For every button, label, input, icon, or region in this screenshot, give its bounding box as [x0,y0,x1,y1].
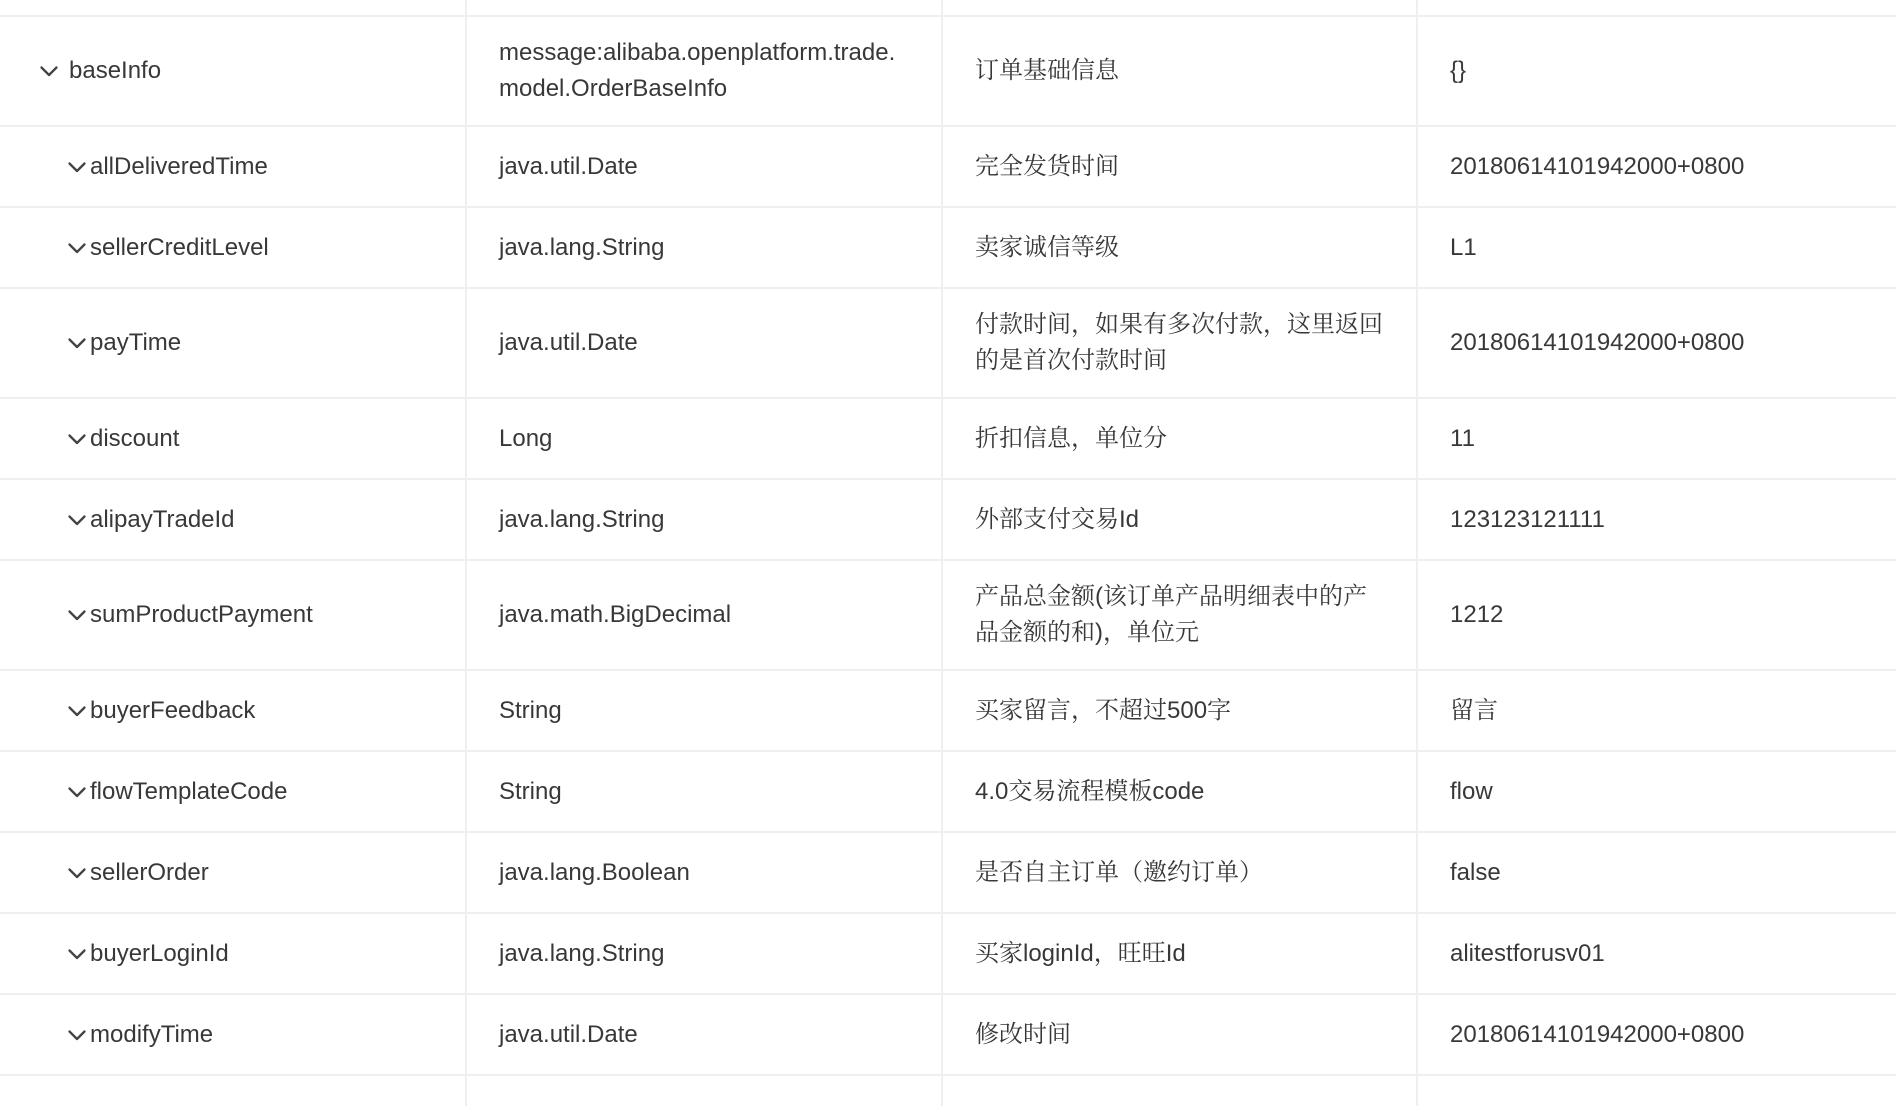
field-name-cell [0,127,467,206]
field-name-cell [0,995,467,1074]
chevron-down-icon[interactable] [64,860,90,886]
chevron-down-icon[interactable] [64,330,90,356]
table-row [0,289,1896,399]
field-name-cell [0,752,467,831]
table-row-expandable[interactable] [0,17,1896,127]
table-row [0,480,1896,561]
chevron-down-icon[interactable] [64,507,90,533]
field-name-cell [0,671,467,750]
field-description: 是否自主订单（邀约订单） [943,833,1418,912]
field-type: java.util.Date [467,127,943,206]
table-row [0,995,1896,1076]
chevron-down-icon[interactable] [64,941,90,967]
field-example: alitestforusv01 [1450,939,1605,967]
table-cell [0,0,467,15]
field-example: L1 [1450,233,1477,261]
field-example: 1212 [1450,601,1504,628]
field-name: buyerFeedback [90,696,256,724]
field-name-cell [0,289,467,397]
field-name-cell [0,208,467,287]
field-name-cell [0,914,467,993]
field-name-cell [0,833,467,912]
chevron-down-icon[interactable] [64,698,90,724]
field-type: java.util.Date [467,995,943,1074]
field-name: sellerCreditLevel [90,233,269,261]
chevron-down-icon[interactable] [64,426,90,452]
field-name-cell [0,480,467,559]
table-cell [1418,1076,1896,1106]
table-row [0,752,1896,833]
table-cell [943,1076,1418,1106]
field-name: payTime [90,329,182,356]
chevron-down-icon[interactable] [64,1022,90,1048]
field-description: 4.0交易流程模板code [943,752,1418,831]
field-description: 付款时间，如果有多次付款，这里返回的是首次付款时间 [943,289,1418,397]
field-description: 折扣信息，单位分 [943,399,1418,478]
field-type: java.lang.String [467,914,943,993]
field-type: java.lang.String [467,480,943,559]
chevron-down-icon[interactable] [64,602,90,628]
field-name: modifyTime [90,1020,214,1048]
field-description: 修改时间 [943,995,1418,1074]
field-type: String [467,671,943,750]
chevron-down-icon[interactable] [36,58,62,84]
field-description: 卖家诚信等级 [943,208,1418,287]
field-description: 产品总金额(该订单产品明细表中的产品金额的和)，单位元 [943,561,1418,669]
field-type: java.lang.Boolean [467,833,943,912]
table-cell [467,1076,943,1106]
table-row-partial-top [0,0,1896,17]
field-name-cell [0,17,467,125]
chevron-down-icon[interactable] [64,235,90,261]
field-example: 123123121111 [1450,505,1605,533]
field-example: 11 [1450,424,1475,452]
field-description: 外部支付交易Id [943,480,1418,559]
field-name: flowTemplateCode [90,777,288,805]
table-row-partial-bottom [0,1076,1896,1106]
table-cell [467,0,943,15]
field-name: sellerOrder [90,858,209,886]
field-description: 订单基础信息 [943,17,1418,125]
field-name: discount [90,424,180,452]
field-type: java.math.BigDecimal [467,561,943,669]
field-name-cell [0,561,467,669]
field-name: alipayTradeId [90,505,235,533]
field-name: sumProductPayment [90,601,313,628]
field-example: flow [1450,777,1493,805]
field-type: java.util.Date [467,289,943,397]
field-name-cell [0,399,467,478]
table-cell [943,0,1418,15]
field-name: buyerLoginId [90,939,229,967]
field-example: 20180614101942000+0800 [1450,152,1745,180]
field-example: 20180614101942000+0800 [1450,329,1745,356]
table-row [0,561,1896,671]
table-cell [1418,0,1896,15]
table-row [0,671,1896,752]
table-row [0,208,1896,289]
table-row [0,914,1896,995]
field-example: 20180614101942000+0800 [1450,1020,1745,1048]
table-row [0,127,1896,208]
field-type: Long [467,399,943,478]
field-description: 买家留言，不超过500字 [943,671,1418,750]
field-example: 留言 [1450,696,1498,724]
field-type: java.lang.String [467,208,943,287]
chevron-down-icon[interactable] [64,779,90,805]
field-name: allDeliveredTime [90,152,268,180]
field-example: false [1450,858,1501,886]
field-example: {} [1450,57,1467,84]
field-type: message:alibaba.openplatform.trade.model.OrderBaseInfo [467,17,943,125]
table-cell [0,1076,467,1106]
field-type: String [467,752,943,831]
table-row [0,399,1896,480]
field-name: baseInfo [69,57,162,84]
chevron-down-icon[interactable] [64,154,90,180]
table-row [0,833,1896,914]
field-description: 完全发货时间 [943,127,1418,206]
field-description: 买家loginId，旺旺Id [943,914,1418,993]
